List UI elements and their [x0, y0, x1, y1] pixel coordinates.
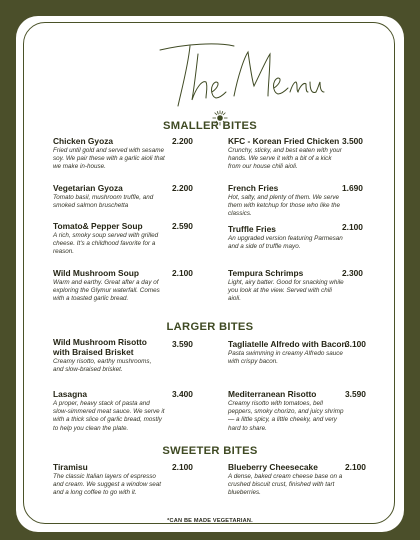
item-price: 1.690: [342, 183, 363, 193]
item-name: Lasagna: [53, 389, 87, 399]
item-name: Truffle Fries: [228, 224, 276, 234]
item-price: 3.400: [172, 389, 193, 399]
vegetarian-footnote: *CAN BE MADE VEGETARIAN.: [167, 518, 253, 524]
menu-item: [53, 462, 165, 498]
item-description: Crunchy, sticky, and best eaten with your hands. We serve it with a bit of a kick from our house chili aioli.: [228, 147, 342, 171]
item-price: 3.500: [342, 136, 363, 146]
item-price: 3.100: [345, 339, 366, 349]
item-description: Pasta swimming in creamy Alfredo sauce with crispy bacon.: [228, 350, 343, 366]
item-name: Tiramisu: [53, 462, 88, 472]
menu-item: [228, 136, 344, 172]
item-name: Wild Mushroom Soup: [53, 268, 139, 278]
item-name: Chicken Gyoza: [53, 136, 114, 146]
item-name: Tomato& Pepper Soup: [53, 221, 143, 231]
section-title-sweeter-bites: SWEETER BITES: [162, 445, 258, 457]
menu-item: [53, 136, 165, 172]
menu-item: [228, 224, 344, 251]
item-price: 2.200: [172, 183, 193, 193]
item-description: Warm and earthy. Great after a day of exploring the Glymur waterfall. Comes with a toasted garlic bread.: [53, 279, 160, 303]
item-description: Fried until gold and served with sesame soy. We pair these with a garlic aioli that we make in-house.: [53, 147, 165, 171]
item-name: Vegetarian Gyoza: [53, 183, 123, 193]
item-price: 2.100: [342, 222, 363, 232]
section-title-larger-bites: LARGER BITES: [166, 321, 254, 333]
item-name: Tagliatelle Alfredo with Bacon: [228, 339, 347, 349]
item-description: Creamy risotto, earthy mushrooms, and slow-braised brisket.: [53, 358, 152, 374]
item-description: A dense, baked cream cheese base on a crushed biscuit crust, finished with tart blueberries.: [228, 473, 343, 497]
item-price: 3.590: [172, 339, 193, 349]
item-name: French Fries: [228, 183, 279, 193]
item-price: 2.590: [172, 221, 193, 231]
item-price: 2.100: [172, 462, 193, 472]
item-price: 2.100: [172, 268, 193, 278]
item-description: Tomato basil, mushroom truffle, and smoked salmon bruschetta: [53, 194, 154, 210]
menu-item: [53, 268, 165, 304]
menu-item: [228, 462, 344, 498]
item-description: The classic Italian layers of espresso and cream. We suggest a window seat and a long coffee to go with it.: [53, 473, 162, 497]
menu-item: [53, 389, 165, 433]
item-name: Wild Mushroom Risotto with Braised Brisket: [53, 337, 147, 357]
menu-item: [53, 337, 161, 374]
item-name: Mediterranean Risotto: [228, 389, 317, 399]
item-price: 2.100: [345, 462, 366, 472]
menu-item: [228, 183, 344, 219]
item-name: Blueberry Cheesecake: [228, 462, 318, 472]
item-name: KFC - Korean Fried Chicken: [228, 136, 340, 146]
item-description: Light, airy batter. Good for snacking while you look at the view. Served with chili aioli.: [228, 279, 344, 303]
item-price: 3.590: [345, 389, 366, 399]
menu-item: [228, 389, 344, 433]
menu-item: [53, 183, 165, 210]
item-price: 2.200: [172, 136, 193, 146]
item-description: Hot, salty, and plenty of them. We serve them with ketchup for those who like the classics.: [228, 194, 341, 218]
item-description: An upgraded version featuring Parmesan and a side of truffle mayo.: [228, 235, 343, 251]
menu-item: [228, 339, 348, 366]
section-title-smaller-bites: SMALLER BITES: [162, 120, 258, 132]
menu-item: [228, 268, 344, 304]
item-description: A rich, smoky soup served with grilled cheese. It's a childhood favorite for a reason.: [53, 232, 159, 256]
item-description: A proper, heavy stack of pasta and slow-simmered meat sauce. We serve it with a thick slice of garlic bread, mostly to help you clean the plate.: [53, 400, 165, 432]
menu-item: [53, 221, 165, 257]
item-price: 2.300: [342, 268, 363, 278]
item-description: Creamy risotto with tomatoes, bell peppers, smoky chorizo, and juicy shrimp — a little spicy, a little cheeky, and very hard to share.: [228, 400, 344, 432]
item-name: Tempura Schrimps: [228, 268, 304, 278]
menu-page: [16, 16, 404, 532]
script-title-logo: [156, 36, 326, 114]
